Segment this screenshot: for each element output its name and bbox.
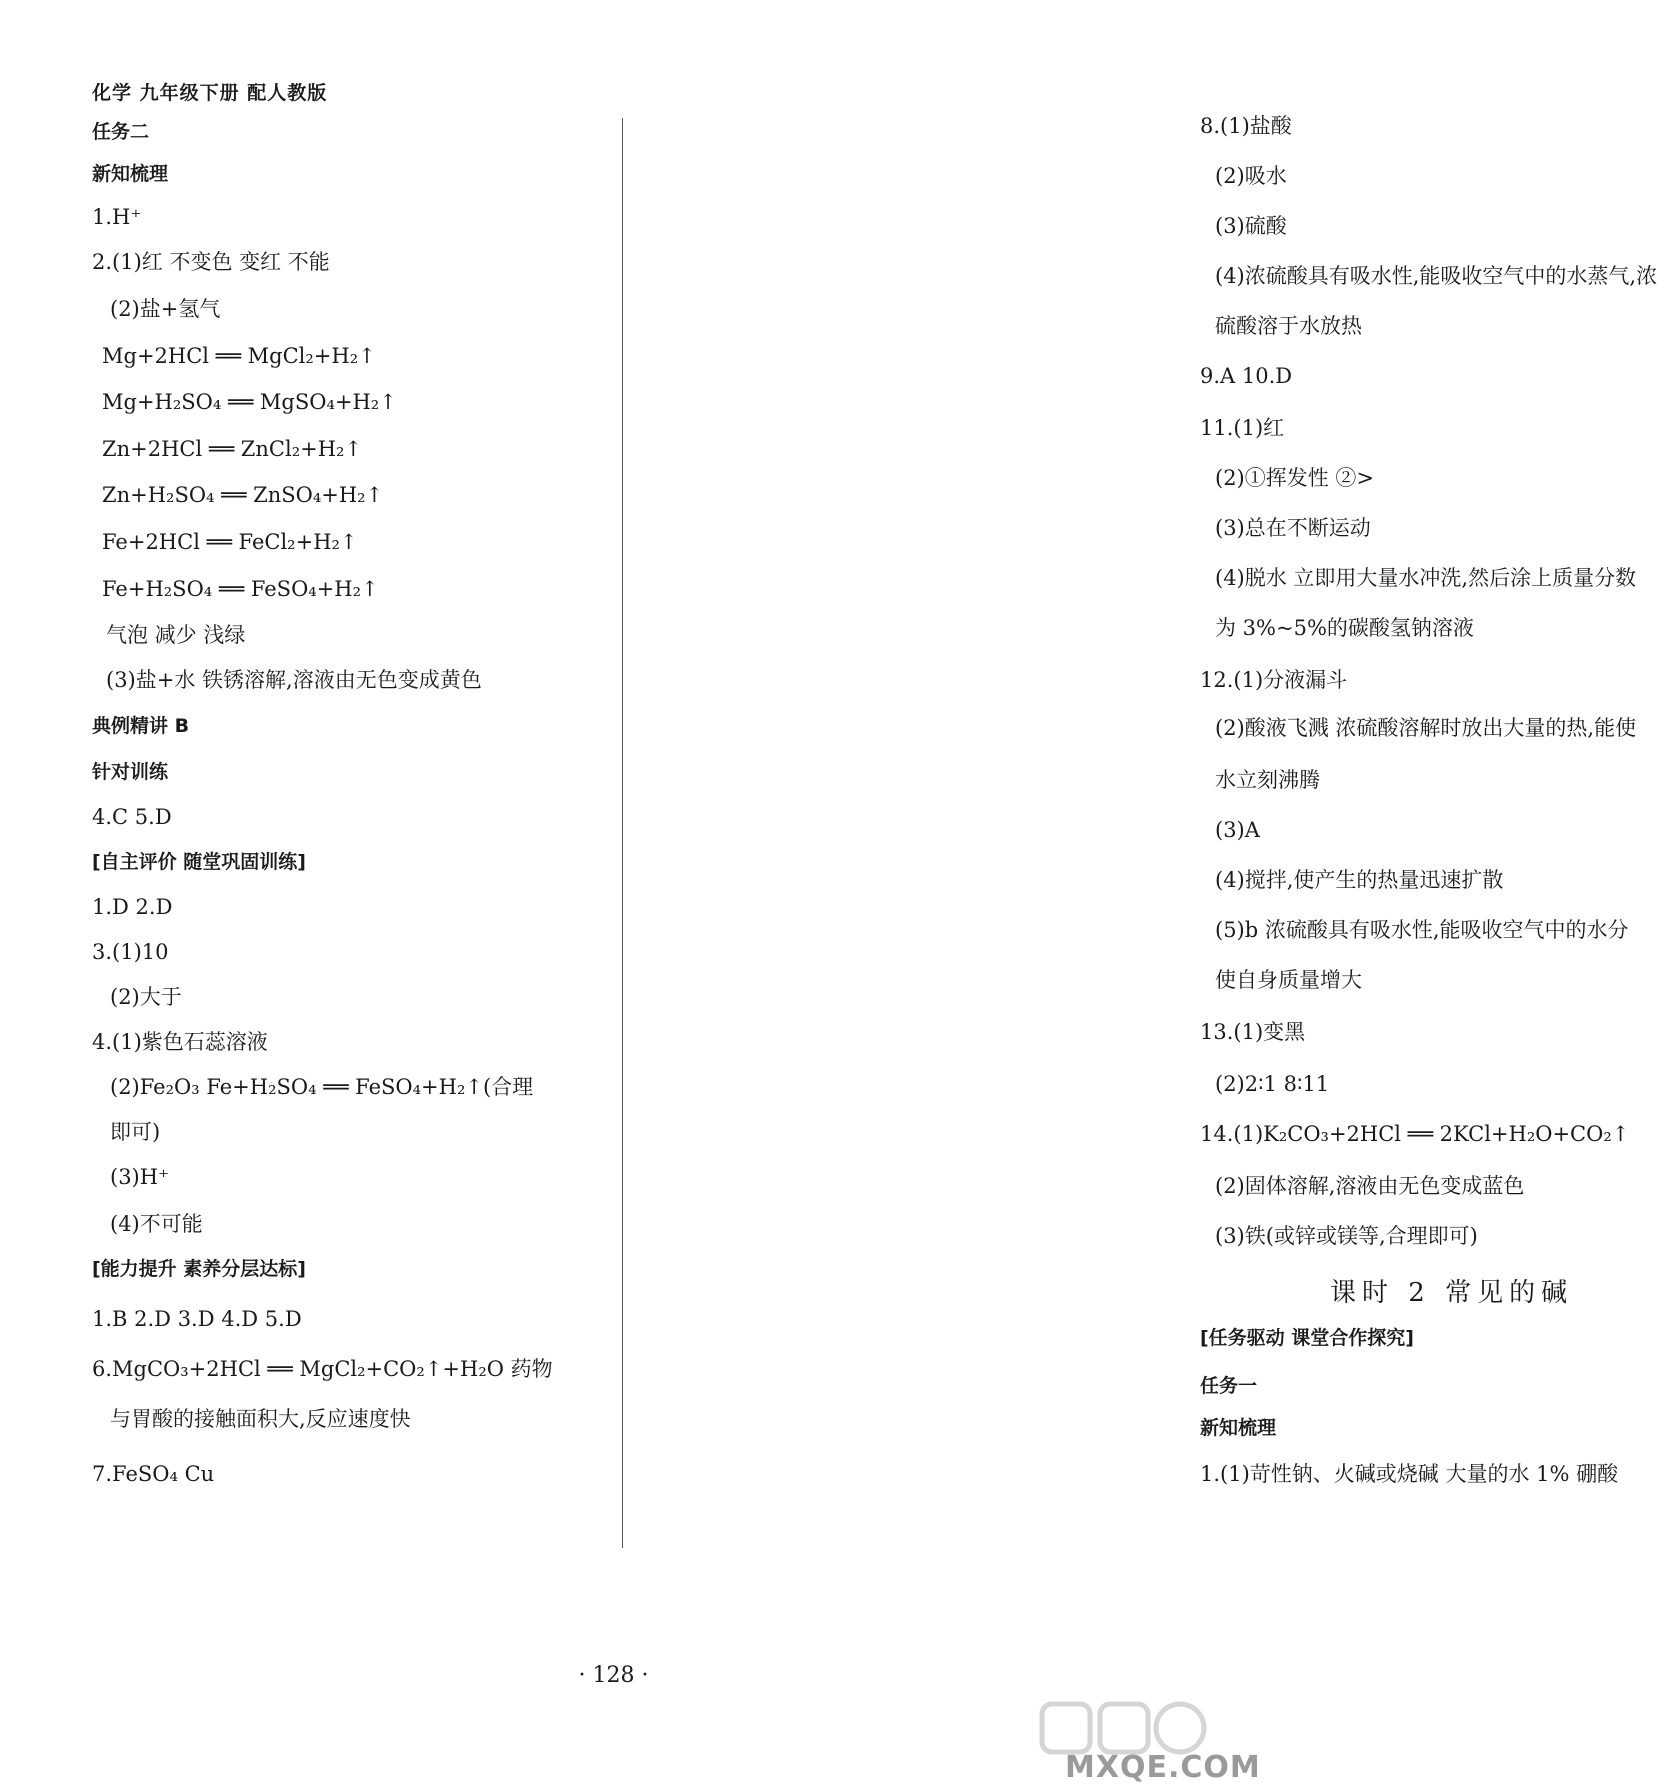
answer-line: (2)大于 bbox=[110, 985, 182, 1009]
answer-line: 气泡 减少 浅绿 bbox=[106, 623, 246, 647]
answer-line: (5)b 浓硫酸具有吸水性,能吸收空气中的水分 bbox=[1215, 918, 1629, 942]
answer-line: 3.(1)10 bbox=[92, 940, 169, 964]
answer-line: Zn+H₂SO₄ ══ ZnSO₄+H₂↑ bbox=[102, 483, 384, 507]
answer-line: 与胃酸的接触面积大,反应速度快 bbox=[110, 1407, 411, 1431]
section-heading: 新知梳理 bbox=[1200, 1417, 1277, 1439]
answer-line: (4)不可能 bbox=[110, 1212, 203, 1236]
answer-line: 即可) bbox=[110, 1120, 161, 1144]
answer-line: 11.(1)红 bbox=[1200, 416, 1285, 440]
answer-line: 1.B 2.D 3.D 4.D 5.D bbox=[92, 1307, 302, 1331]
answer-line: 8.(1)盐酸 bbox=[1200, 114, 1292, 138]
section-heading: 针对训练 bbox=[92, 761, 169, 783]
answer-line: (3)盐+水 铁锈溶解,溶液由无色变成黄色 bbox=[106, 668, 482, 692]
answer-line: (3)总在不断运动 bbox=[1215, 516, 1371, 540]
answer-line: Mg+2HCl ══ MgCl₂+H₂↑ bbox=[102, 344, 376, 368]
answer-line: 1.D 2.D bbox=[92, 895, 173, 919]
answer-line: (2)①挥发性 ②> bbox=[1215, 466, 1375, 490]
page-header: 化学 九年级下册 配人教版 bbox=[92, 82, 328, 104]
answer-line: 使自身质量增大 bbox=[1215, 968, 1362, 992]
section-heading: [自主评价 随堂巩固训练] bbox=[92, 851, 306, 873]
answer-line: 9.A 10.D bbox=[1200, 364, 1293, 388]
watermark-text: MXQE.COM bbox=[1065, 1750, 1261, 1785]
answer-line: Fe+H₂SO₄ ══ FeSO₄+H₂↑ bbox=[102, 577, 379, 601]
answer-line: 为 3%~5%的碳酸氢钠溶液 bbox=[1215, 616, 1474, 640]
answer-line: (3)H⁺ bbox=[110, 1165, 170, 1189]
answer-line: (2)Fe₂O₃ Fe+H₂SO₄ ══ FeSO₄+H₂↑(合理 bbox=[110, 1075, 534, 1099]
answer-line: 硫酸溶于水放热 bbox=[1215, 314, 1362, 338]
answer-line: 14.(1)K₂CO₃+2HCl ══ 2KCl+H₂O+CO₂↑ bbox=[1200, 1122, 1630, 1146]
answer-line: Zn+2HCl ══ ZnCl₂+H₂↑ bbox=[102, 437, 363, 461]
answer-line: 4.C 5.D bbox=[92, 805, 172, 829]
answer-line: 水立刻沸腾 bbox=[1215, 768, 1320, 792]
answer-line: (3)铁(或锌或镁等,合理即可) bbox=[1215, 1224, 1478, 1248]
answer-line: 1.(1)苛性钠、火碱或烧碱 大量的水 1% 硼酸 bbox=[1200, 1462, 1619, 1486]
answer-line: (4)脱水 立即用大量水冲洗,然后涂上质量分数 bbox=[1215, 566, 1637, 590]
answer-line: (2)2∶1 8∶11 bbox=[1215, 1072, 1330, 1096]
section-heading: 新知梳理 bbox=[92, 163, 169, 185]
answer-line: Mg+H₂SO₄ ══ MgSO₄+H₂↑ bbox=[102, 390, 397, 414]
answer-line: 2.(1)红 不变色 变红 不能 bbox=[92, 250, 330, 274]
answer-line: (3)硫酸 bbox=[1215, 214, 1287, 238]
answer-line: 7.FeSO₄ Cu bbox=[92, 1462, 215, 1486]
answer-line: Fe+2HCl ══ FeCl₂+H₂↑ bbox=[102, 530, 358, 554]
answer-line: (2)吸水 bbox=[1215, 164, 1287, 188]
answer-line: 1.H⁺ bbox=[92, 205, 142, 229]
answer-line: 13.(1)变黑 bbox=[1200, 1020, 1306, 1044]
answer-line: (2)酸液飞溅 浓硫酸溶解时放出大量的热,能使 bbox=[1215, 716, 1637, 740]
answer-line: (2)固体溶解,溶液由无色变成蓝色 bbox=[1215, 1174, 1525, 1198]
section-title: 课时 2 常见的碱 bbox=[1330, 1278, 1574, 1308]
section-heading: [能力提升 素养分层达标] bbox=[92, 1258, 306, 1280]
section-heading: 任务二 bbox=[92, 121, 150, 143]
answer-line: 6.MgCO₃+2HCl ══ MgCl₂+CO₂↑+H₂O 药物 bbox=[92, 1357, 553, 1381]
answer-line: (3)A bbox=[1215, 818, 1260, 842]
page-number: · 128 · bbox=[578, 1663, 649, 1688]
section-heading: 典例精讲 B bbox=[92, 715, 190, 737]
answer-line: (2)盐+氢气 bbox=[110, 297, 221, 321]
column-divider bbox=[622, 118, 623, 1548]
answer-line: 4.(1)紫色石蕊溶液 bbox=[92, 1030, 268, 1054]
section-heading: 任务一 bbox=[1200, 1375, 1258, 1397]
answer-line: (4)搅拌,使产生的热量迅速扩散 bbox=[1215, 868, 1504, 892]
answer-line: 12.(1)分液漏斗 bbox=[1200, 668, 1348, 692]
section-heading: [任务驱动 课堂合作探究] bbox=[1200, 1327, 1414, 1349]
answer-line: (4)浓硫酸具有吸水性,能吸收空气中的水蒸气,浓 bbox=[1215, 264, 1657, 288]
